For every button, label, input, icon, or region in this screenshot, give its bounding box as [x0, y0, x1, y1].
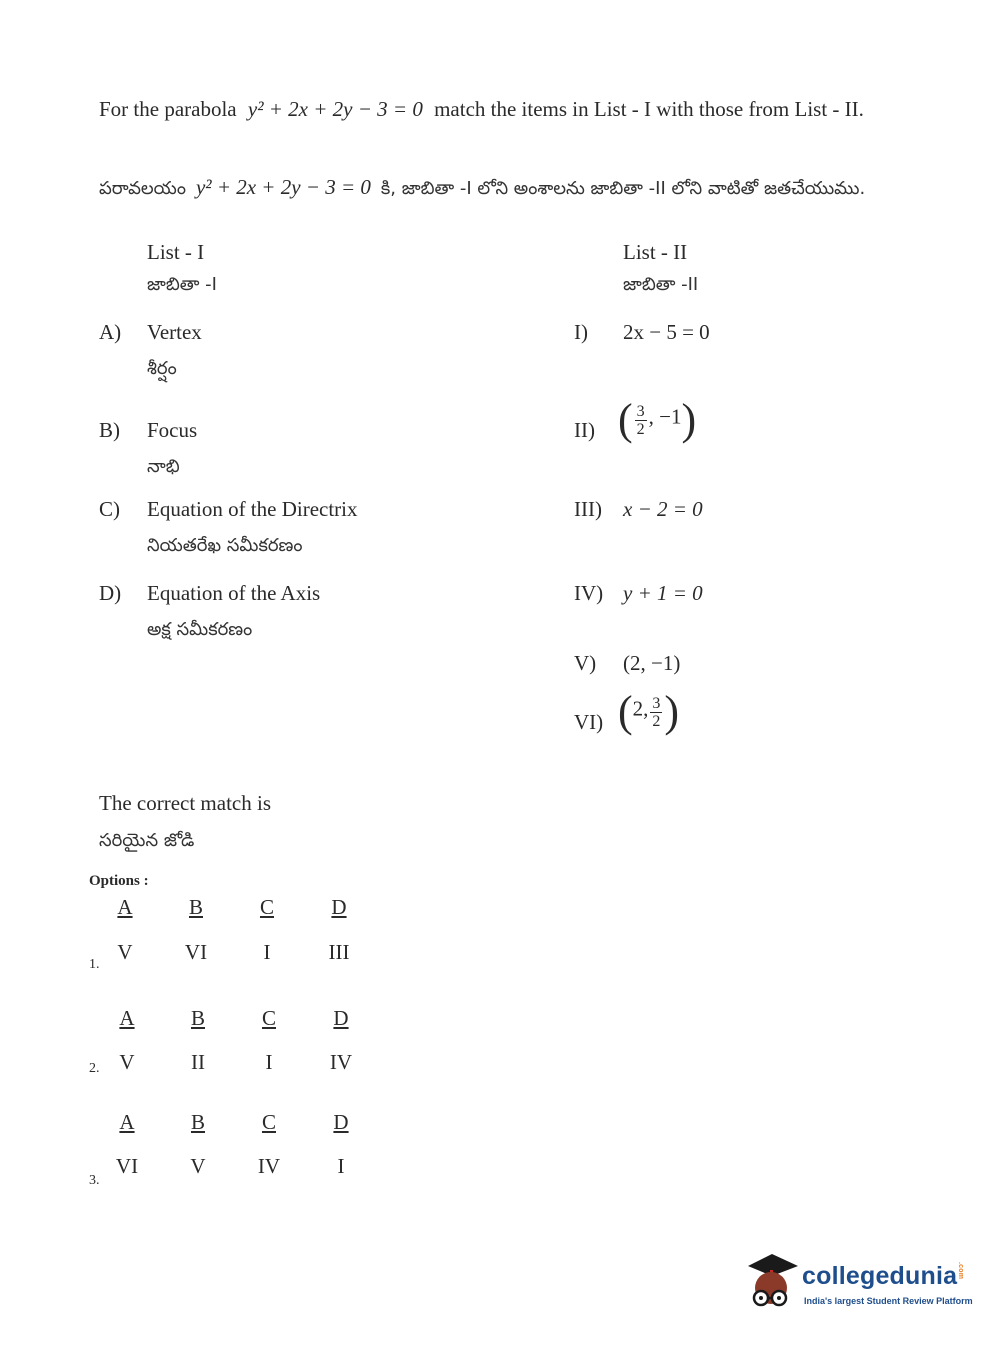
question-te-prefix: పరావలయం	[99, 178, 186, 199]
list2-item-label: III)	[574, 497, 602, 521]
list1-item-en: Equation of the Directrix	[147, 497, 358, 521]
option-value: IV	[329, 1050, 353, 1074]
option-value: II	[191, 1050, 205, 1074]
brand-name: collegedunia.com	[802, 1262, 965, 1290]
list2-item-value: ( $\frac{3}{2}$ , −1)	[618, 395, 697, 444]
mascot-icon	[742, 1250, 800, 1310]
list2-item-label: V)	[574, 651, 597, 675]
list2-item-label: I)	[574, 320, 588, 344]
list2-item-value: (2, $\frac{3}{2}$ )	[618, 687, 680, 736]
question-te-suffix: కి, జాబితా -I లోని అంశాలను జాబితా -II లోని వాటితో జతచేయుము.	[380, 178, 866, 199]
option-value: VI	[115, 1154, 139, 1178]
option-value: IV	[257, 1154, 281, 1178]
option-header: C	[261, 1110, 276, 1134]
option-header: D	[333, 1006, 349, 1030]
option-header: A	[119, 1110, 135, 1134]
option-header: B	[190, 1006, 205, 1030]
list1-item-en: Focus	[147, 418, 198, 442]
option-header: A	[119, 1006, 135, 1030]
brand-tagline: India's largest Student Review Platform	[804, 1296, 973, 1306]
brand-logo	[742, 1250, 972, 1312]
list1-item-en: Equation of the Axis	[147, 581, 321, 605]
list1-item-en: Vertex	[147, 320, 202, 344]
list1-item-te: అక్ష సమీకరణం	[147, 619, 253, 640]
option-value: III	[328, 940, 350, 964]
list1-item-te: నాభి	[147, 456, 180, 477]
question-equation: y² + 2x + 2y − 3 = 0	[247, 97, 423, 121]
list2-item-label: VI)	[574, 710, 604, 734]
question-en-suffix: match the items in List - I with those from List - II.	[434, 97, 864, 121]
option-value: V	[117, 940, 133, 964]
option-header: D	[333, 1110, 349, 1134]
options-title: Options :	[89, 873, 149, 889]
list2-item-value: y + 1 = 0	[623, 581, 703, 605]
question-en-prefix: For the parabola	[99, 97, 237, 121]
option-value: V	[119, 1050, 135, 1074]
list2-item-label: IV)	[574, 581, 604, 605]
option-number: 1.	[89, 957, 100, 972]
prompt-en: The correct match is	[99, 791, 271, 815]
option-header: D	[331, 895, 347, 919]
list2-item-value: x − 2 = 0	[623, 497, 703, 521]
question-te	[99, 175, 865, 203]
question-te-equation: y² + 2x + 2y − 3 = 0	[195, 175, 371, 199]
list1-item-te: శీర్షం	[147, 358, 177, 379]
list2-item-label: II)	[574, 418, 595, 442]
list2-title-te: జాబితా -II	[623, 274, 699, 295]
option-header: B	[190, 1110, 205, 1134]
option-value: I	[265, 1050, 273, 1074]
option-header: B	[188, 895, 203, 919]
option-number: 2.	[89, 1061, 100, 1076]
option-value: VI	[184, 940, 208, 964]
list1-title: List - I	[147, 240, 205, 264]
option-number: 3.	[89, 1173, 100, 1188]
option-header: A	[117, 895, 133, 919]
list2-item-value: (2, −1)	[623, 651, 681, 675]
list1-title-te: జాబితా -I	[147, 274, 217, 295]
list1-item-label: B)	[99, 418, 120, 442]
list2-item-value: 2x − 5 = 0	[623, 320, 710, 344]
option-header: C	[259, 895, 274, 919]
prompt-te: సరియైన జోడి	[99, 830, 195, 851]
list1-item-label: D)	[99, 581, 122, 605]
option-value: I	[337, 1154, 345, 1178]
question-en	[99, 97, 864, 122]
option-value: V	[190, 1154, 206, 1178]
list2-title: List - II	[623, 240, 688, 264]
list1-item-label: A)	[99, 320, 122, 344]
list1-item-label: C)	[99, 497, 120, 521]
option-header: C	[261, 1006, 276, 1030]
option-value: I	[263, 940, 271, 964]
list1-item-te: నియతరేఖ సమీకరణం	[147, 535, 303, 556]
